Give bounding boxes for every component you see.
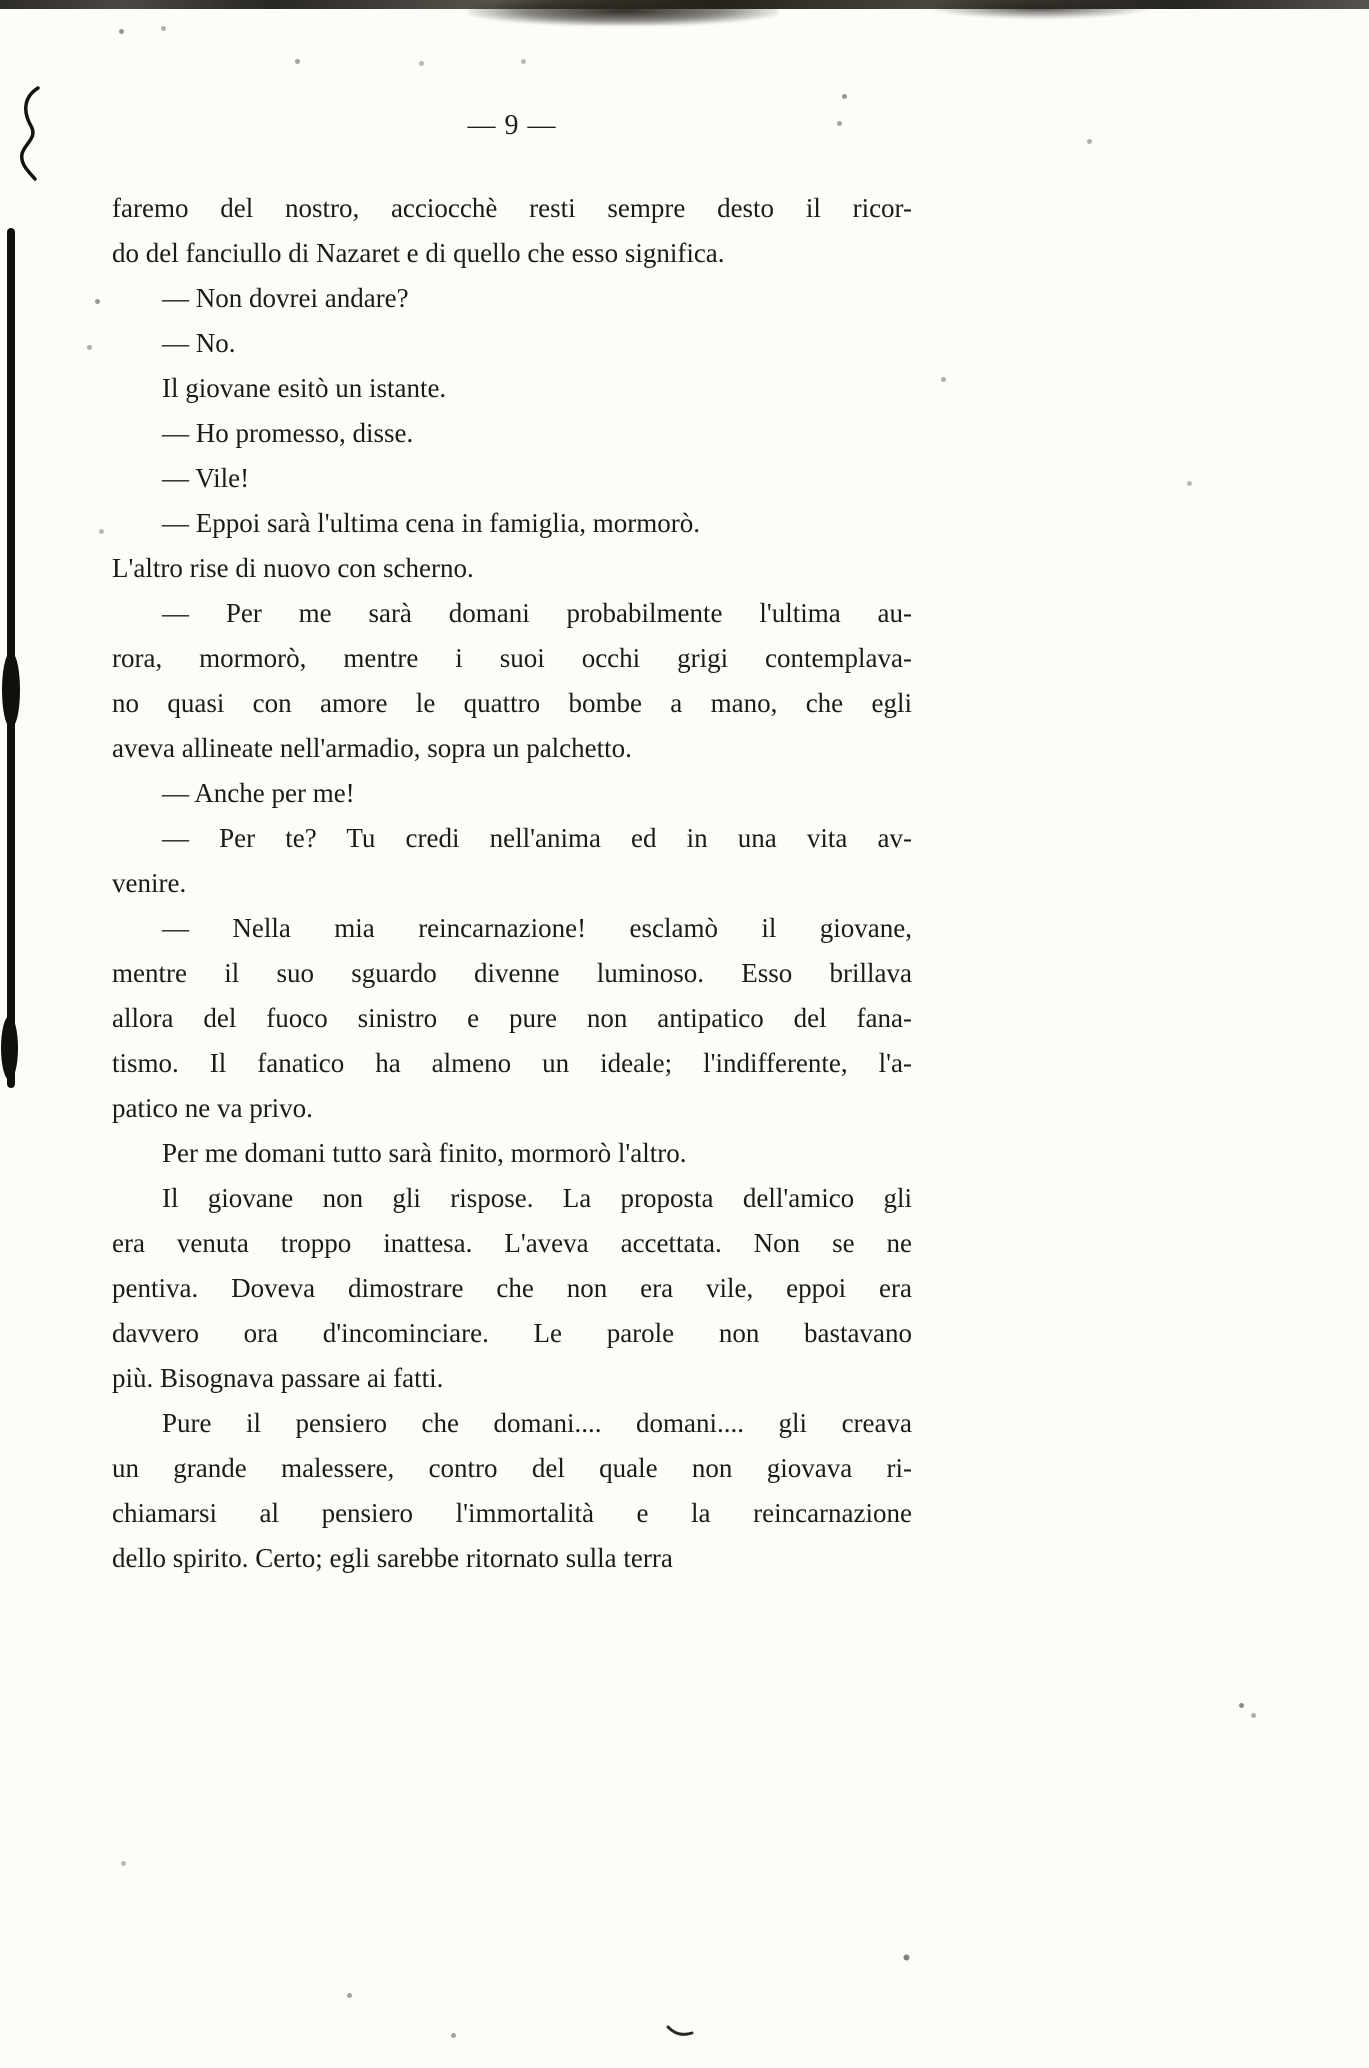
text-line: — Per me sarà domani probabilmente l'ultima au- (162, 598, 912, 628)
text-line: Per me domani tutto sarà finito, mormorò l'altro. (162, 1138, 687, 1168)
text-line: più. Bisognava passare ai fatti. (112, 1363, 444, 1393)
text-line: do del fanciullo di Nazaret e di quello che esso significa. (112, 238, 725, 268)
ink-stain-top-center (468, 0, 778, 26)
paragraph (112, 591, 912, 771)
ink-blob-left-lower (1, 1016, 18, 1080)
paragraph (112, 546, 912, 591)
handwritten-brace-mark (14, 86, 48, 182)
text-line: — Vile! (162, 463, 250, 493)
paragraph (112, 771, 912, 816)
text-line: rora, mormorò, mentre i suoi occhi grigi contemplava- (112, 643, 912, 673)
paragraph (112, 411, 912, 456)
text-line: venire. (112, 868, 187, 898)
text-line: mentre il suo sguardo divenne luminoso. Esso brillava (112, 958, 912, 988)
paragraph (112, 501, 912, 546)
text-line: Il giovane esitò un istante. (162, 373, 447, 403)
paragraph (112, 186, 912, 276)
text-line: chiamarsi al pensiero l'immortalità e la reincarnazione (112, 1498, 912, 1528)
paragraph (112, 276, 912, 321)
ink-stain-top-right (930, 0, 1150, 19)
text-line: era venuta troppo inattesa. L'aveva accettata. Non se ne (112, 1228, 912, 1258)
ink-squiggle-bottom (666, 2022, 696, 2040)
paragraph (112, 1176, 912, 1401)
page-text (112, 186, 912, 1581)
text-line: allora del fuoco sinistro e pure non antipatico del fana- (112, 1003, 912, 1033)
text-line: dello spirito. Certo; egli sarebbe ritornato sulla terra (112, 1543, 673, 1573)
text-line: aveva allineate nell'armadio, sopra un palchetto. (112, 733, 632, 763)
text-line: — Anche per me! (162, 778, 355, 808)
paragraph (112, 321, 912, 366)
text-line: L'altro rise di nuovo con scherno. (112, 553, 474, 583)
text-line: faremo del nostro, acciocchè resti sempre desto il ricor- (112, 193, 912, 223)
paragraph (112, 366, 912, 411)
ink-blob-left-upper (2, 652, 20, 728)
paragraph (112, 906, 912, 1131)
text-line: — Per te? Tu credi nell'anima ed in una vita av- (162, 823, 912, 853)
page-number: — 9 — (467, 110, 557, 141)
text-line: — Eppoi sarà l'ultima cena in famiglia, mormorò. (162, 508, 700, 538)
text-line: tismo. Il fanatico ha almeno un ideale; l'indifferente, l'a- (112, 1048, 912, 1078)
paragraph (112, 1401, 912, 1581)
text-line: — No. (162, 328, 236, 358)
paragraph (112, 1131, 912, 1176)
text-line: no quasi con amore le quattro bombe a mano, che egli (112, 688, 912, 718)
text-line: un grande malessere, contro del quale non giovava ri- (112, 1453, 912, 1483)
paragraph (112, 816, 912, 906)
text-line: davvero ora d'incominciare. Le parole non bastavano (112, 1318, 912, 1348)
paragraph (112, 456, 912, 501)
text-line: patico ne va privo. (112, 1093, 313, 1123)
text-line: — Non dovrei andare? (162, 283, 409, 313)
text-line: Il giovane non gli rispose. La proposta dell'amico gli (162, 1183, 912, 1213)
text-line: pentiva. Doveva dimostrare che non era vile, eppoi era (112, 1273, 912, 1303)
text-line: — Nella mia reincarnazione! esclamò il giovane, (162, 913, 912, 943)
text-line: — Ho promesso, disse. (162, 418, 414, 448)
text-line: Pure il pensiero che domani.... domani.... gli creava (162, 1408, 912, 1438)
paper-specks (0, 0, 3, 3)
